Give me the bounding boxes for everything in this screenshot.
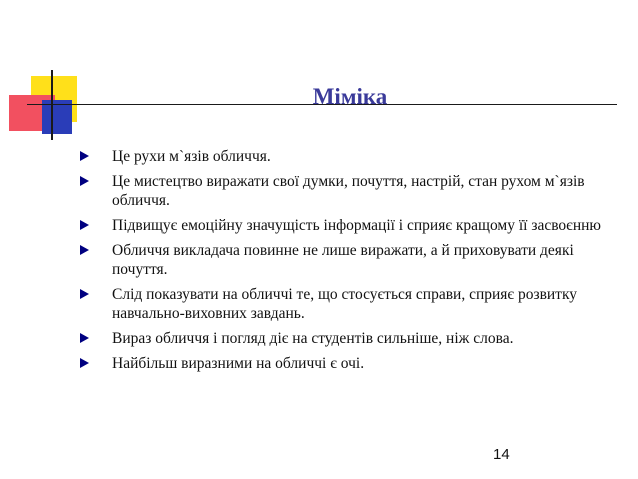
bullet-item bbox=[78, 354, 618, 373]
bullet-text: Це мистецтво виражати свої думки, почуття, настрій, стан рухом м`язів обличчя. bbox=[112, 173, 585, 209]
bullet-text: Це рухи м`язів обличчя. bbox=[112, 148, 271, 165]
decor-blue-square bbox=[42, 100, 72, 134]
bullet-text: Підвищує емоційну значущість інформації і сприяє кращому її засвоєнню bbox=[112, 217, 601, 234]
slide-title: Міміка bbox=[312, 84, 388, 109]
arrow-bullet-icon bbox=[80, 289, 89, 299]
arrow-bullet-icon bbox=[80, 176, 89, 186]
bullet-text: Слід показувати на обличчі те, що стосується справи, сприяє розвитку навчально-виховних завдань. bbox=[112, 286, 578, 322]
bullet-text: Обличчя викладача повинне не лише виражати, а й приховувати деякі почуття. bbox=[112, 242, 574, 278]
bullet-item bbox=[78, 216, 618, 235]
bullet-item bbox=[78, 147, 618, 166]
arrow-bullet-icon bbox=[80, 151, 89, 161]
arrow-bullet-icon bbox=[80, 358, 89, 368]
bullet-item bbox=[78, 241, 618, 279]
arrow-bullet-icon bbox=[80, 333, 89, 343]
bullet-list bbox=[78, 147, 618, 379]
arrow-bullet-icon bbox=[80, 220, 89, 230]
bullet-item bbox=[78, 172, 618, 210]
bullet-text: Вираз обличчя і погляд діє на студентів сильніше, ніж слова. bbox=[112, 330, 514, 347]
bullet-item bbox=[78, 329, 618, 348]
bullet-item bbox=[78, 285, 618, 323]
decor-vertical-line bbox=[51, 70, 53, 140]
bullet-text: Найбільш виразними на обличчі є очі. bbox=[112, 355, 365, 372]
page-number: 14 bbox=[493, 446, 510, 463]
arrow-bullet-icon bbox=[80, 245, 89, 255]
